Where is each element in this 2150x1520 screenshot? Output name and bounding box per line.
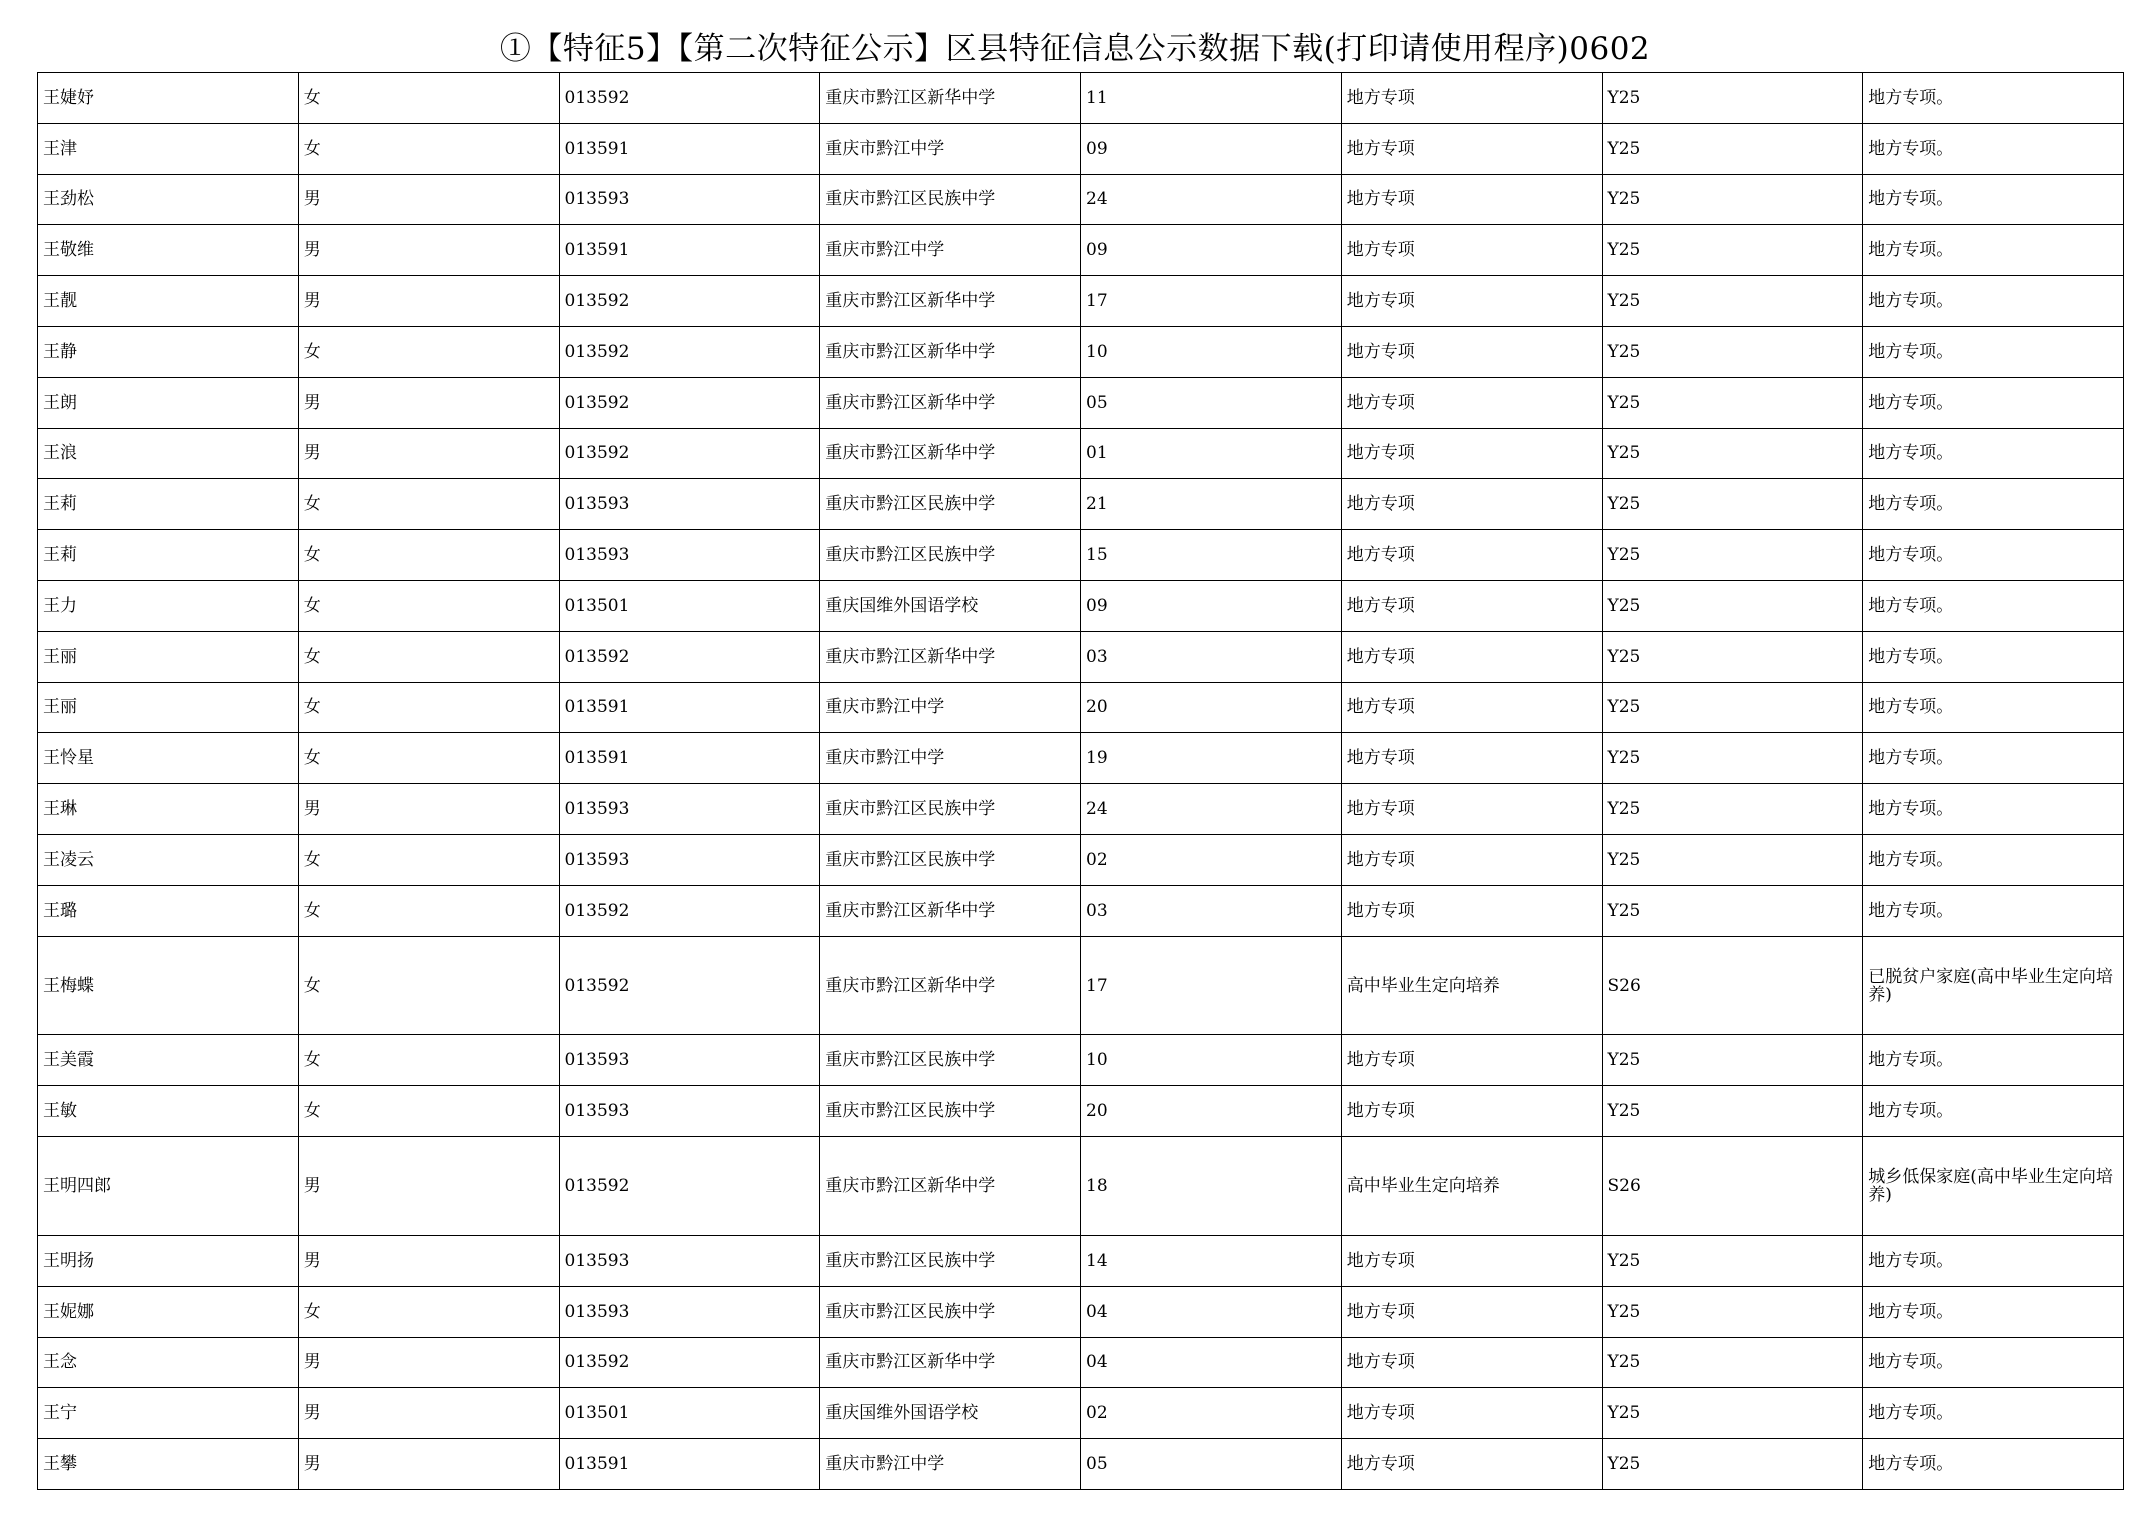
name-cell: 王梅蝶 [38,936,299,1035]
type-code-cell: Y25 [1602,1035,1863,1086]
class-cell: 14 [1081,1235,1342,1286]
class-cell: 20 [1081,682,1342,733]
school-cell: 重庆市黔江区新华中学 [820,1137,1081,1236]
name-cell: 王靓 [38,276,299,327]
name-cell: 王念 [38,1337,299,1388]
remark-cell: 地方专项。 [1863,326,2124,377]
category-cell: 地方专项 [1341,1439,1602,1490]
category-cell: 地方专项 [1341,73,1602,124]
name-cell: 王璐 [38,885,299,936]
code-cell: 013591 [559,1439,820,1490]
remark-cell: 地方专项。 [1863,1035,2124,1086]
table-row [38,733,2124,784]
remark-cell: 城乡低保家庭(高中毕业生定向培养) [1863,1137,2124,1236]
table-row [38,1035,2124,1086]
gender-cell: 男 [298,1235,559,1286]
code-cell: 013592 [559,276,820,327]
name-cell: 王静 [38,326,299,377]
class-cell: 17 [1081,936,1342,1035]
type-code-cell: Y25 [1602,834,1863,885]
code-cell: 013593 [559,174,820,225]
table-row [38,326,2124,377]
code-cell: 013593 [559,479,820,530]
code-cell: 013592 [559,326,820,377]
gender-cell: 男 [298,174,559,225]
remark-cell: 地方专项。 [1863,276,2124,327]
class-cell: 10 [1081,1035,1342,1086]
code-cell: 013592 [559,885,820,936]
type-code-cell: Y25 [1602,377,1863,428]
type-code-cell: Y25 [1602,73,1863,124]
name-cell: 王津 [38,123,299,174]
type-code-cell: Y25 [1602,225,1863,276]
category-cell: 地方专项 [1341,885,1602,936]
type-code-cell: Y25 [1602,174,1863,225]
school-cell: 重庆市黔江区民族中学 [820,530,1081,581]
type-code-cell: Y25 [1602,885,1863,936]
gender-cell: 女 [298,530,559,581]
gender-cell: 女 [298,123,559,174]
school-cell: 重庆市黔江区新华中学 [820,885,1081,936]
category-cell: 地方专项 [1341,631,1602,682]
remark-cell: 地方专项。 [1863,733,2124,784]
type-code-cell: Y25 [1602,580,1863,631]
code-cell: 013501 [559,1388,820,1439]
data-table [37,72,2124,1490]
table-row [38,1388,2124,1439]
school-cell: 重庆市黔江区民族中学 [820,174,1081,225]
type-code-cell: Y25 [1602,276,1863,327]
type-code-cell: Y25 [1602,631,1863,682]
gender-cell: 女 [298,1035,559,1086]
school-cell: 重庆市黔江区新华中学 [820,1337,1081,1388]
category-cell: 地方专项 [1341,1035,1602,1086]
name-cell: 王琳 [38,784,299,835]
table-body [38,73,2124,1490]
school-cell: 重庆市黔江区新华中学 [820,377,1081,428]
table-row [38,580,2124,631]
table-row [38,936,2124,1035]
name-cell: 王明四郎 [38,1137,299,1236]
gender-cell: 女 [298,936,559,1035]
code-cell: 013592 [559,377,820,428]
table-row [38,834,2124,885]
code-cell: 013592 [559,936,820,1035]
class-cell: 21 [1081,479,1342,530]
gender-cell: 男 [298,1137,559,1236]
table-row [38,479,2124,530]
remark-cell: 地方专项。 [1863,580,2124,631]
name-cell: 王宁 [38,1388,299,1439]
gender-cell: 女 [298,733,559,784]
gender-cell: 女 [298,631,559,682]
gender-cell: 女 [298,682,559,733]
category-cell: 地方专项 [1341,1286,1602,1337]
class-cell: 19 [1081,733,1342,784]
page-title: ①【特征5】【第二次特征公示】区县特征信息公示数据下载(打印请使用程序)0602 [499,31,1651,67]
code-cell: 013593 [559,530,820,581]
category-cell: 地方专项 [1341,1337,1602,1388]
name-cell: 王力 [38,580,299,631]
remark-cell: 地方专项。 [1863,73,2124,124]
school-cell: 重庆市黔江区民族中学 [820,479,1081,530]
type-code-cell: S26 [1602,1137,1863,1236]
school-cell: 重庆市黔江区民族中学 [820,1235,1081,1286]
category-cell: 地方专项 [1341,428,1602,479]
category-cell: 地方专项 [1341,733,1602,784]
remark-cell: 地方专项。 [1863,479,2124,530]
class-cell: 15 [1081,530,1342,581]
category-cell: 高中毕业生定向培养 [1341,936,1602,1035]
remark-cell: 地方专项。 [1863,1235,2124,1286]
code-cell: 013591 [559,123,820,174]
class-cell: 05 [1081,1439,1342,1490]
category-cell: 高中毕业生定向培养 [1341,1137,1602,1236]
category-cell: 地方专项 [1341,123,1602,174]
name-cell: 王莉 [38,530,299,581]
name-cell: 王浪 [38,428,299,479]
class-cell: 17 [1081,276,1342,327]
type-code-cell: Y25 [1602,428,1863,479]
school-cell: 重庆市黔江区民族中学 [820,1286,1081,1337]
table-row [38,682,2124,733]
class-cell: 02 [1081,1388,1342,1439]
gender-cell: 女 [298,479,559,530]
class-cell: 04 [1081,1337,1342,1388]
gender-cell: 女 [298,1086,559,1137]
remark-cell: 地方专项。 [1863,1086,2124,1137]
gender-cell: 男 [298,784,559,835]
type-code-cell: Y25 [1602,479,1863,530]
gender-cell: 男 [298,1337,559,1388]
category-cell: 地方专项 [1341,1235,1602,1286]
class-cell: 03 [1081,631,1342,682]
category-cell: 地方专项 [1341,479,1602,530]
type-code-cell: Y25 [1602,784,1863,835]
code-cell: 013592 [559,1337,820,1388]
name-cell: 王美霞 [38,1035,299,1086]
school-cell: 重庆国维外国语学校 [820,1388,1081,1439]
name-cell: 王劲松 [38,174,299,225]
table-row [38,631,2124,682]
name-cell: 王丽 [38,682,299,733]
name-cell: 王怜星 [38,733,299,784]
gender-cell: 男 [298,428,559,479]
remark-cell: 地方专项。 [1863,1337,2124,1388]
gender-cell: 女 [298,1286,559,1337]
school-cell: 重庆市黔江区新华中学 [820,326,1081,377]
remark-cell: 地方专项。 [1863,885,2124,936]
table-row [38,377,2124,428]
code-cell: 013592 [559,631,820,682]
gender-cell: 女 [298,73,559,124]
code-cell: 013591 [559,225,820,276]
table-row [38,276,2124,327]
table-row [38,1086,2124,1137]
category-cell: 地方专项 [1341,580,1602,631]
code-cell: 013591 [559,682,820,733]
school-cell: 重庆市黔江区民族中学 [820,784,1081,835]
category-cell: 地方专项 [1341,834,1602,885]
school-cell: 重庆市黔江区民族中学 [820,834,1081,885]
table-row [38,1235,2124,1286]
code-cell: 013593 [559,1286,820,1337]
remark-cell: 地方专项。 [1863,834,2124,885]
remark-cell: 地方专项。 [1863,682,2124,733]
category-cell: 地方专项 [1341,1086,1602,1137]
remark-cell: 地方专项。 [1863,174,2124,225]
code-cell: 013592 [559,428,820,479]
code-cell: 013593 [559,834,820,885]
table-row [38,73,2124,124]
table-row [38,1286,2124,1337]
gender-cell: 男 [298,377,559,428]
name-cell: 王敏 [38,1086,299,1137]
type-code-cell: Y25 [1602,530,1863,581]
school-cell: 重庆市黔江中学 [820,123,1081,174]
class-cell: 09 [1081,225,1342,276]
type-code-cell: Y25 [1602,1337,1863,1388]
category-cell: 地方专项 [1341,530,1602,581]
name-cell: 王敬维 [38,225,299,276]
category-cell: 地方专项 [1341,1388,1602,1439]
remark-cell: 地方专项。 [1863,784,2124,835]
remark-cell: 地方专项。 [1863,1439,2124,1490]
gender-cell: 男 [298,276,559,327]
class-cell: 24 [1081,784,1342,835]
class-cell: 18 [1081,1137,1342,1236]
table-row [38,225,2124,276]
name-cell: 王明扬 [38,1235,299,1286]
type-code-cell: Y25 [1602,1388,1863,1439]
category-cell: 地方专项 [1341,784,1602,835]
class-cell: 05 [1081,377,1342,428]
code-cell: 013593 [559,784,820,835]
remark-cell: 已脱贫户家庭(高中毕业生定向培养) [1863,936,2124,1035]
school-cell: 重庆市黔江中学 [820,1439,1081,1490]
school-cell: 重庆市黔江中学 [820,682,1081,733]
table-row [38,1337,2124,1388]
type-code-cell: Y25 [1602,326,1863,377]
code-cell: 013592 [559,1137,820,1236]
category-cell: 地方专项 [1341,225,1602,276]
class-cell: 09 [1081,123,1342,174]
table-row [38,428,2124,479]
type-code-cell: S26 [1602,936,1863,1035]
name-cell: 王丽 [38,631,299,682]
remark-cell: 地方专项。 [1863,1388,2124,1439]
type-code-cell: Y25 [1602,733,1863,784]
remark-cell: 地方专项。 [1863,225,2124,276]
code-cell: 013593 [559,1086,820,1137]
class-cell: 24 [1081,174,1342,225]
class-cell: 04 [1081,1286,1342,1337]
class-cell: 09 [1081,580,1342,631]
table-row [38,530,2124,581]
school-cell: 重庆市黔江区新华中学 [820,428,1081,479]
category-cell: 地方专项 [1341,682,1602,733]
name-cell: 王妮娜 [38,1286,299,1337]
category-cell: 地方专项 [1341,174,1602,225]
school-cell: 重庆市黔江区新华中学 [820,936,1081,1035]
school-cell: 重庆市黔江区新华中学 [820,631,1081,682]
gender-cell: 男 [298,225,559,276]
remark-cell: 地方专项。 [1863,123,2124,174]
category-cell: 地方专项 [1341,326,1602,377]
category-cell: 地方专项 [1341,377,1602,428]
table-row [38,1137,2124,1236]
school-cell: 重庆市黔江区民族中学 [820,1086,1081,1137]
type-code-cell: Y25 [1602,1286,1863,1337]
code-cell: 013592 [559,73,820,124]
type-code-cell: Y25 [1602,1086,1863,1137]
name-cell: 王莉 [38,479,299,530]
remark-cell: 地方专项。 [1863,428,2124,479]
name-cell: 王攀 [38,1439,299,1490]
school-cell: 重庆国维外国语学校 [820,580,1081,631]
school-cell: 重庆市黔江中学 [820,733,1081,784]
table-row [38,174,2124,225]
school-cell: 重庆市黔江区新华中学 [820,73,1081,124]
code-cell: 013593 [559,1035,820,1086]
type-code-cell: Y25 [1602,682,1863,733]
remark-cell: 地方专项。 [1863,530,2124,581]
gender-cell: 女 [298,580,559,631]
type-code-cell: Y25 [1602,123,1863,174]
school-cell: 重庆市黔江区新华中学 [820,276,1081,327]
class-cell: 10 [1081,326,1342,377]
school-cell: 重庆市黔江中学 [820,225,1081,276]
remark-cell: 地方专项。 [1863,631,2124,682]
gender-cell: 女 [298,885,559,936]
name-cell: 王婕妤 [38,73,299,124]
class-cell: 20 [1081,1086,1342,1137]
class-cell: 02 [1081,834,1342,885]
name-cell: 王朗 [38,377,299,428]
gender-cell: 女 [298,326,559,377]
table-row [38,784,2124,835]
school-cell: 重庆市黔江区民族中学 [820,1035,1081,1086]
table-row [38,123,2124,174]
class-cell: 01 [1081,428,1342,479]
code-cell: 013593 [559,1235,820,1286]
type-code-cell: Y25 [1602,1235,1863,1286]
gender-cell: 男 [298,1439,559,1490]
gender-cell: 女 [298,834,559,885]
gender-cell: 男 [298,1388,559,1439]
remark-cell: 地方专项。 [1863,1286,2124,1337]
type-code-cell: Y25 [1602,1439,1863,1490]
code-cell: 013501 [559,580,820,631]
class-cell: 03 [1081,885,1342,936]
name-cell: 王凌云 [38,834,299,885]
remark-cell: 地方专项。 [1863,377,2124,428]
code-cell: 013591 [559,733,820,784]
table-row [38,1439,2124,1490]
class-cell: 11 [1081,73,1342,124]
category-cell: 地方专项 [1341,276,1602,327]
table-row [38,885,2124,936]
